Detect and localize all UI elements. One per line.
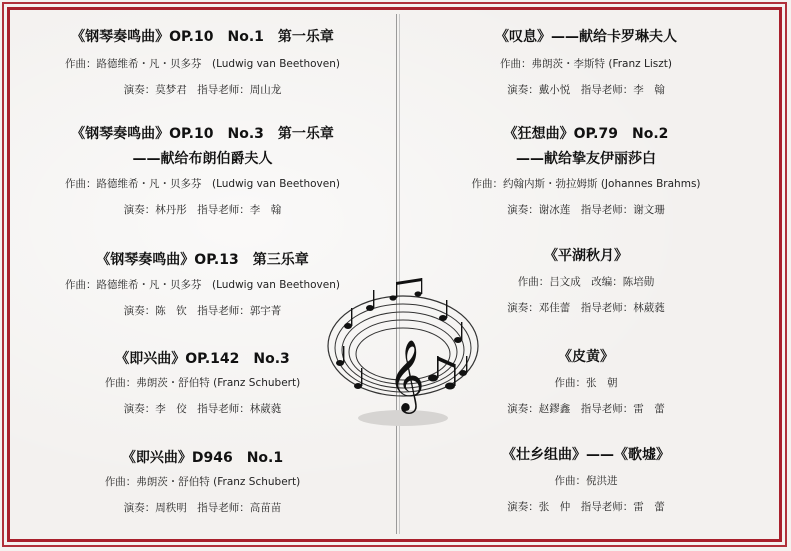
composer-line: 作曲：弗朗茨・李斯特 (Franz Liszt) [500, 58, 672, 70]
svg-text:𝄞: 𝄞 [388, 338, 425, 411]
composer-line: 作曲：吕文成 改编：陈培勋 [517, 276, 655, 288]
program-item [402, 445, 770, 515]
piece-dedication: ——献给挚友伊丽莎白 [516, 151, 656, 167]
composer-line: 作曲：路德维希・凡・贝多芬 (Ludwig van Beethoven) [65, 178, 340, 190]
composer-line: 作曲：张 朝 [554, 377, 618, 389]
piece-title: 《钢琴奏鸣曲》OP.10 No.1 第一乐章 [71, 29, 334, 45]
music-notes-swirl-icon [318, 268, 488, 438]
composer-line: 作曲：路德维希・凡・贝多芬 (Ludwig van Beethoven) [65, 58, 340, 70]
composer-line: 作曲：倪洪进 [554, 475, 618, 487]
piece-title: 《平湖秋月》 [544, 248, 628, 264]
performer-line: 演奏：谢冰莲 指导老师：谢文珊 [507, 204, 665, 216]
performer-line: 演奏：周秩明 指导老师：高苗苗 [123, 502, 282, 514]
program-item [402, 124, 770, 218]
composer-line: 作曲：弗朗茨・舒伯特 (Franz Schubert) [104, 476, 301, 488]
performer-line: 演奏：赵鏐鑫 指导老师：雷 蕾 [507, 403, 665, 415]
program-item [20, 448, 385, 516]
performer-line: 演奏：林丹彤 指导老师：李 翰 [123, 204, 282, 216]
performer-line: 演奏：莫梦君 指导老师：周山龙 [123, 84, 282, 96]
performer-line: 演奏：张 仲 指导老师：雷 蕾 [507, 501, 665, 513]
program-item [20, 124, 385, 218]
piece-title: 《钢琴奏鸣曲》OP.10 No.3 第一乐章 [71, 126, 334, 142]
composer-line: 作曲：路德维希・凡・贝多芬 (Ludwig van Beethoven) [65, 279, 340, 291]
piece-title: 《壮乡组曲》——《歌墟》 [502, 447, 670, 463]
piece-title: 《狂想曲》OP.79 No.2 [503, 126, 669, 142]
piece-title: 《即兴曲》OP.142 No.3 [115, 351, 290, 367]
program-item [402, 27, 770, 98]
composer-line: 作曲：弗朗茨・舒伯特 (Franz Schubert) [104, 377, 301, 389]
composer-line: 作曲：约翰内斯・勃拉姆斯 (Johannes Brahms) [471, 178, 701, 190]
piece-title: 《即兴曲》D946 No.1 [121, 450, 284, 466]
piece-title: 《叹息》——献给卡罗琳夫人 [495, 29, 677, 45]
performer-line: 演奏：戴小悦 指导老师：李 翰 [507, 84, 665, 96]
piece-title: 《钢琴奏鸣曲》OP.13 第三乐章 [96, 252, 309, 268]
program-item [20, 27, 385, 98]
piece-title: 《皮黄》 [558, 349, 614, 365]
performer-line: 演奏：邓佳蕾 指导老师：林葳蕤 [507, 302, 665, 314]
piece-dedication: ——献给布朗伯爵夫人 [132, 151, 273, 167]
performer-line: 演奏：陈 钦 指导老师：郭宇菁 [123, 305, 282, 317]
performer-line: 演奏：李 佼 指导老师：林葳蕤 [123, 403, 282, 415]
